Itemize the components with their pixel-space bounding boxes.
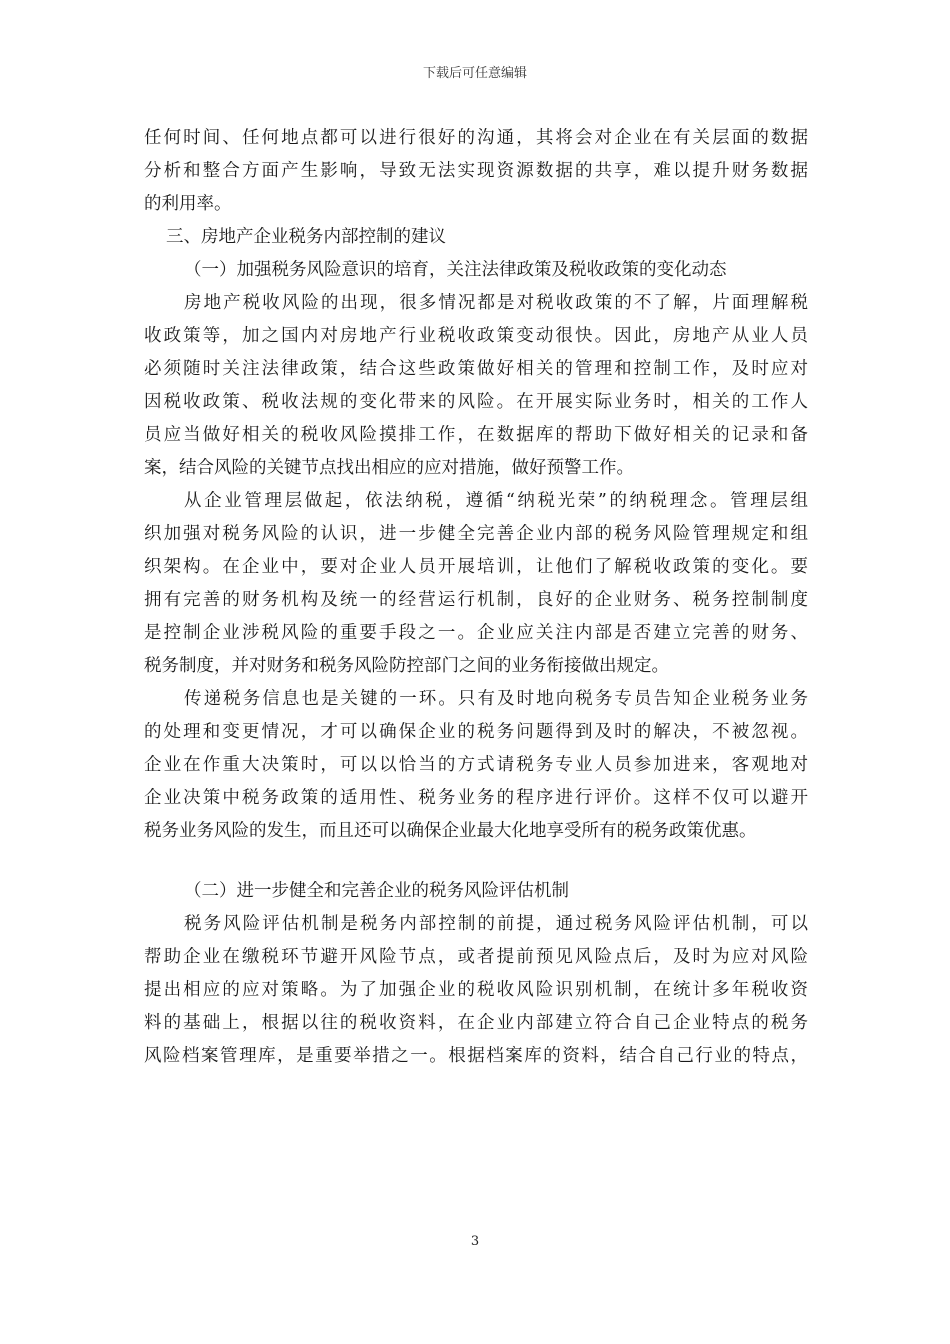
body-line: 织架构。在企业中，要对企业人员开展培训，让他们了解税收政策的变化。要 — [144, 557, 808, 577]
body-line: 提出相应的应对策略。为了加强企业的税收风险识别机制，在统计多年税收资 — [144, 980, 808, 1000]
page-number: 3 — [470, 1234, 480, 1249]
body-line: 任何时间、任何地点都可以进行很好的沟通，其将会对企业在有关层面的数据 — [144, 128, 808, 148]
body-line: 员应当做好相关的税收风险摸排工作，在数据库的帮助下做好相关的记录和备 — [144, 425, 808, 445]
body-line: 企业在作重大决策时，可以以恰当的方式请税务专业人员参加进来，客观地对 — [144, 755, 808, 775]
document-body — [144, 122, 808, 1073]
body-line: 拥有完善的财务机构及统一的经营运行机制，良好的企业财务、税务控制制度 — [144, 590, 808, 610]
body-line: 房地产税收风险的出现，很多情况都是对税收政策的不了解，片面理解税 — [184, 293, 808, 313]
page-header: 下载后可任意编辑 — [422, 66, 527, 81]
body-line: 是控制企业涉税风险的重要手段之一。企业应关注内部是否建立完善的财务、 — [144, 623, 808, 643]
subsection-heading: （二）进一步健全和完善企业的税务风险评估机制 — [184, 881, 569, 901]
body-line: 料的基础上，根据以往的税收资料，在企业内部建立符合自己企业特点的税务 — [144, 1013, 808, 1033]
body-line: 案，结合风险的关键节点找出相应的应对措施，做好预警工作。 — [144, 458, 634, 478]
body-line: 帮助企业在缴税环节避开风险节点，或者提前预见风险点后，及时为应对风险 — [144, 947, 808, 967]
body-line: 传递税务信息也是关键的一环。只有及时地向税务专员告知企业税务业务 — [184, 689, 808, 709]
subsection-heading: （一）加强税务风险意识的培育，关注法律政策及税收政策的变化动态 — [184, 260, 727, 280]
body-line: 从企业管理层做起，依法纳税，遵循“纳税光荣”的纳税理念。管理层组 — [184, 491, 808, 511]
section-heading: 三、房地产企业税务内部控制的建议 — [166, 227, 446, 247]
body-line: 的利用率。 — [144, 194, 232, 214]
body-line: 风险档案管理库，是重要举措之一。根据档案库的资料，结合自己行业的特点， — [144, 1046, 808, 1066]
body-line: 织加强对税务风险的认识，进一步健全完善企业内部的税务风险管理规定和组 — [144, 524, 808, 544]
body-line: 的处理和变更情况，才可以确保企业的税务问题得到及时的解决，不被忽视。 — [144, 722, 808, 742]
body-line: 收政策等，加之国内对房地产行业税收政策变动很快。因此，房地产从业人员 — [144, 326, 808, 346]
body-line: 企业决策中税务政策的适用性、税务业务的程序进行评价。这样不仅可以避开 — [144, 788, 808, 808]
body-line: 税务风险评估机制是税务内部控制的前提，通过税务风险评估机制，可以 — [184, 914, 808, 934]
body-line: 税务制度，并对财务和税务风险防控部门之间的业务衔接做出规定。 — [144, 656, 669, 676]
body-line: 必须随时关注法律政策，结合这些政策做好相关的管理和控制工作，及时应对 — [144, 359, 808, 379]
body-line: 因税收政策、税收法规的变化带来的风险。在开展实际业务时，相关的工作人 — [144, 392, 808, 412]
body-line: 税务业务风险的发生，而且还可以确保企业最大化地享受所有的税务政策优惠。 — [144, 821, 757, 841]
body-line: 分析和整合方面产生影响，导致无法实现资源数据的共享，难以提升财务数据 — [144, 161, 808, 181]
blank-line — [144, 848, 808, 875]
